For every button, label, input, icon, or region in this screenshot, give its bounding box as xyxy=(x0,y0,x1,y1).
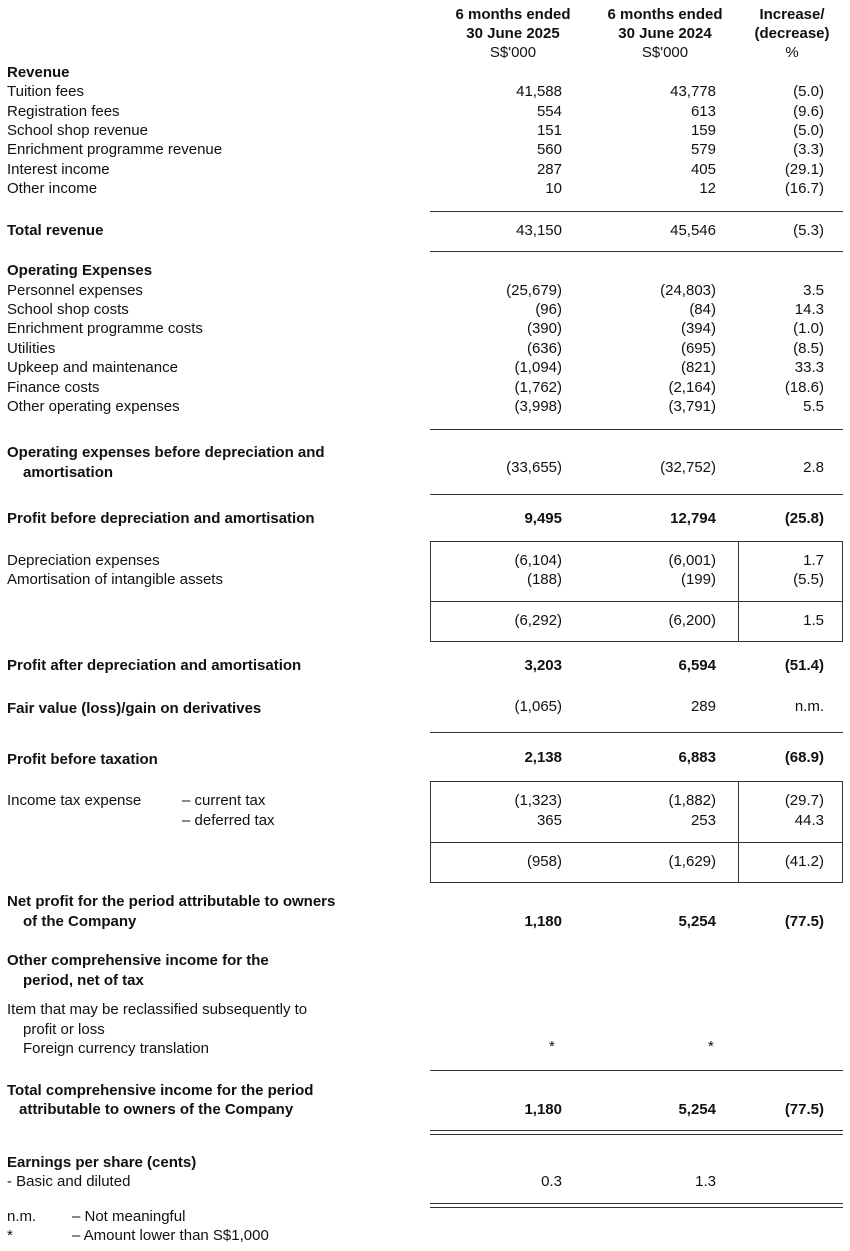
value-2024: 45,546 xyxy=(670,222,716,239)
eps-heading: Earnings per share (cents) xyxy=(7,1154,197,1171)
value-2024: 159 xyxy=(690,122,716,139)
box-middle-line xyxy=(738,781,739,882)
value-2025: (188) xyxy=(526,571,562,588)
value-change: (5.0) xyxy=(793,83,824,100)
value-2024: * xyxy=(708,1038,714,1055)
oci-item-label-cont: profit or loss xyxy=(23,1021,105,1038)
row-label: Foreign currency translation xyxy=(23,1040,209,1057)
value-2025: 3,203 xyxy=(524,657,562,674)
value-2024: 405 xyxy=(690,161,716,178)
value-2024: 253 xyxy=(690,812,716,829)
row-label: Income tax expense xyxy=(7,792,142,809)
oci-item-label: Item that may be reclassified subsequently to xyxy=(7,1001,308,1018)
col-header-2025-line2: 30 June 2025 xyxy=(466,25,560,42)
col-header-2024-unit: S$'000 xyxy=(641,44,689,61)
value-2025: (6,104) xyxy=(514,552,562,569)
double-rule-bottom xyxy=(430,1207,843,1208)
value-2024: (6,200) xyxy=(668,612,716,629)
col-header-2024-line1: 6 months ended xyxy=(607,6,723,23)
value-change: (5.0) xyxy=(793,122,824,139)
value-change: (41.2) xyxy=(784,853,824,870)
row-label: School shop costs xyxy=(7,301,129,318)
value-2025: (96) xyxy=(535,301,562,318)
value-2024: 43,778 xyxy=(670,83,716,100)
row-label: Enrichment programme revenue xyxy=(7,141,223,158)
value-change: 2.8 xyxy=(803,459,824,476)
value-change: 1.5 xyxy=(803,612,824,629)
row-label: Amortisation of intangible assets xyxy=(7,571,223,588)
value-change: 3.5 xyxy=(803,282,824,299)
value-2025: (1,323) xyxy=(514,792,562,809)
row-label: Profit before depreciation and amortisation xyxy=(7,510,315,527)
row-label-cont: amortisation xyxy=(23,464,114,481)
value-change: (29.1) xyxy=(784,161,824,178)
box-top-line xyxy=(430,541,843,542)
box-right-line xyxy=(842,781,843,882)
value-2025: 41,588 xyxy=(516,83,562,100)
col-header-2025-line1: 6 months ended xyxy=(455,6,571,23)
value-2024: (32,752) xyxy=(660,459,716,476)
row-sublabel: – deferred tax xyxy=(182,812,275,829)
col-header-change-line2: (decrease) xyxy=(754,25,830,42)
value-change: (3.3) xyxy=(793,141,824,158)
value-2025: (3,998) xyxy=(514,398,562,415)
value-2024: (695) xyxy=(680,340,716,357)
double-rule-bottom xyxy=(430,1134,843,1135)
value-2025: (636) xyxy=(526,340,562,357)
value-change: (5.5) xyxy=(793,571,824,588)
value-2024: (1,882) xyxy=(668,792,716,809)
value-2024: (24,803) xyxy=(660,282,716,299)
value-change: (16.7) xyxy=(784,180,824,197)
value-2025: 9,495 xyxy=(524,510,562,527)
value-change: (77.5) xyxy=(784,1101,824,1118)
value-2024: (84) xyxy=(689,301,716,318)
row-label: Total comprehensive income for the period xyxy=(7,1082,314,1099)
oci-heading-cont: period, net of tax xyxy=(23,972,144,989)
value-2024: (394) xyxy=(680,320,716,337)
value-change: (68.9) xyxy=(784,749,824,766)
value-change: 44.3 xyxy=(794,812,824,829)
box-top-line xyxy=(430,781,843,782)
value-change: 1.7 xyxy=(803,552,824,569)
value-2025: 2,138 xyxy=(524,749,562,766)
value-2025: (1,762) xyxy=(514,379,562,396)
value-2024: (199) xyxy=(680,571,716,588)
col-header-change-unit: % xyxy=(785,44,799,61)
row-label: Interest income xyxy=(7,161,110,178)
divider xyxy=(430,1070,843,1071)
row-label: Finance costs xyxy=(7,379,100,396)
box-middle-line xyxy=(738,541,739,641)
value-2025: (390) xyxy=(526,320,562,337)
box-left-line xyxy=(430,781,431,882)
value-change: n.m. xyxy=(794,698,824,715)
value-2025: 151 xyxy=(536,122,562,139)
value-2025: 365 xyxy=(536,812,562,829)
footnote-key: n.m. xyxy=(7,1208,37,1225)
footnote-key: * xyxy=(7,1227,13,1244)
footnote-text: – Amount lower than S$1,000 xyxy=(72,1227,269,1244)
value-2024: 5,254 xyxy=(678,1101,716,1118)
double-rule-top xyxy=(430,1130,843,1131)
value-2025: (1,094) xyxy=(514,359,562,376)
row-label: Utilities xyxy=(7,340,56,357)
value-change: (25.8) xyxy=(784,510,824,527)
value-change: (18.6) xyxy=(784,379,824,396)
divider xyxy=(430,211,843,212)
value-2024: 5,254 xyxy=(678,913,716,930)
value-2025: 10 xyxy=(545,180,562,197)
row-label: Registration fees xyxy=(7,103,120,120)
value-2025: (6,292) xyxy=(514,612,562,629)
value-change: 5.5 xyxy=(803,398,824,415)
value-2025: 287 xyxy=(536,161,562,178)
row-label: Other operating expenses xyxy=(7,398,180,415)
value-2025: (958) xyxy=(526,853,562,870)
value-2025: * xyxy=(549,1038,555,1055)
divider xyxy=(430,732,843,733)
box-right-line xyxy=(842,541,843,641)
value-2024: (2,164) xyxy=(668,379,716,396)
value-2024: 12 xyxy=(699,180,716,197)
value-change: (1.0) xyxy=(793,320,824,337)
value-2024: (3,791) xyxy=(668,398,716,415)
value-2025: (1,065) xyxy=(514,698,562,715)
value-2024: 579 xyxy=(690,141,716,158)
row-sublabel: – current tax xyxy=(182,792,266,809)
row-label-cont: of the Company xyxy=(23,913,137,930)
value-change: (29.7) xyxy=(784,792,824,809)
divider xyxy=(430,251,843,252)
divider xyxy=(430,494,843,495)
value-change: (5.3) xyxy=(793,222,824,239)
value-2025: 0.3 xyxy=(541,1173,562,1190)
value-2024: 613 xyxy=(690,103,716,120)
value-2025: (33,655) xyxy=(506,459,562,476)
row-label: Net profit for the period attributable to owners xyxy=(7,893,336,910)
value-2025: 43,150 xyxy=(516,222,562,239)
row-label: Other income xyxy=(7,180,98,197)
footnote-text: – Not meaningful xyxy=(72,1208,186,1225)
col-header-2024-line2: 30 June 2024 xyxy=(618,25,712,42)
value-2024: (821) xyxy=(680,359,716,376)
row-label: Enrichment programme costs xyxy=(7,320,203,337)
box-bottom-line xyxy=(430,882,843,883)
value-2024: 12,794 xyxy=(670,510,716,527)
oci-heading: Other comprehensive income for the xyxy=(7,952,269,969)
col-header-change-line1: Increase/ xyxy=(759,6,825,23)
value-change: (77.5) xyxy=(784,913,824,930)
double-rule-top xyxy=(430,1203,843,1204)
value-change: (51.4) xyxy=(784,657,824,674)
row-label: Personnel expenses xyxy=(7,282,143,299)
row-label: Tuition fees xyxy=(7,83,84,100)
divider xyxy=(430,842,843,843)
value-2025: 1,180 xyxy=(524,913,562,930)
value-2024: 1.3 xyxy=(695,1173,716,1190)
value-2025: (25,679) xyxy=(506,282,562,299)
value-2024: (6,001) xyxy=(668,552,716,569)
row-label: Profit before taxation xyxy=(7,751,158,768)
value-change: (8.5) xyxy=(793,340,824,357)
value-change: 33.3 xyxy=(794,359,824,376)
opex-heading: Operating Expenses xyxy=(7,262,153,279)
value-change: (9.6) xyxy=(793,103,824,120)
row-label: Depreciation expenses xyxy=(7,552,160,569)
row-label: - Basic and diluted xyxy=(7,1173,131,1190)
box-left-line xyxy=(430,541,431,641)
value-2024: 6,883 xyxy=(678,749,716,766)
row-label-cont: attributable to owners of the Company xyxy=(19,1101,294,1118)
row-label: School shop revenue xyxy=(7,122,148,139)
value-2024: 6,594 xyxy=(678,657,716,674)
row-label: Profit after depreciation and amortisation xyxy=(7,657,302,674)
col-header-2025-unit: S$'000 xyxy=(489,44,537,61)
row-label: Fair value (loss)/gain on derivatives xyxy=(7,700,262,717)
row-label: Operating expenses before depreciation and xyxy=(7,444,325,461)
box-bottom-line xyxy=(430,641,843,642)
divider xyxy=(430,601,843,602)
divider xyxy=(430,429,843,430)
value-2025: 560 xyxy=(536,141,562,158)
revenue-heading: Revenue xyxy=(7,64,70,81)
value-2024: 289 xyxy=(690,698,716,715)
value-2025: 1,180 xyxy=(524,1101,562,1118)
row-label: Upkeep and maintenance xyxy=(7,359,178,376)
value-change: 14.3 xyxy=(794,301,824,318)
value-2025: 554 xyxy=(536,103,562,120)
value-2024: (1,629) xyxy=(668,853,716,870)
row-label: Total revenue xyxy=(7,222,104,239)
